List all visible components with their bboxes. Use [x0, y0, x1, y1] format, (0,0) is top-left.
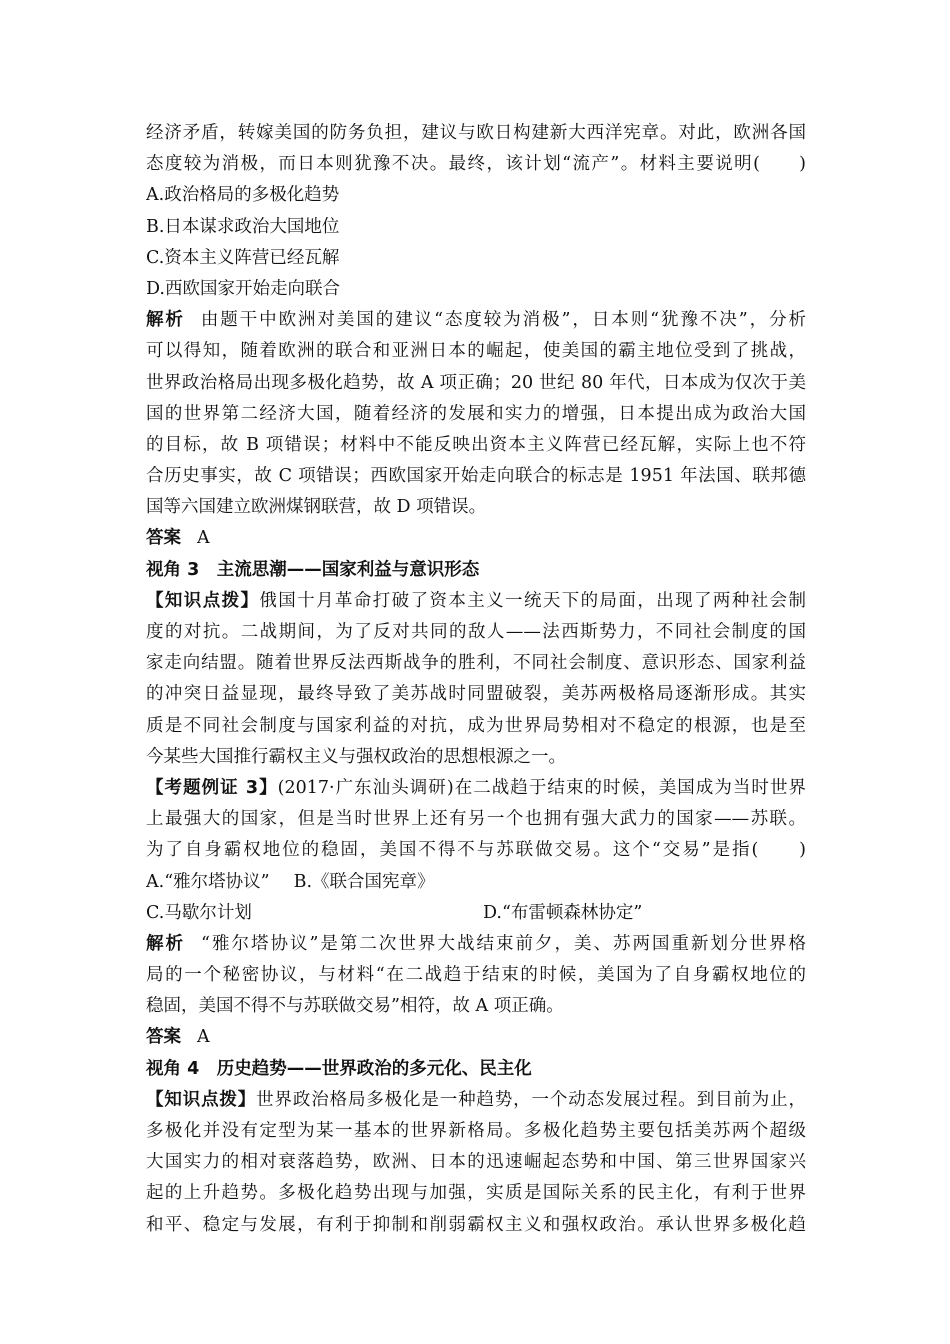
answer-value: A — [197, 1027, 210, 1048]
analysis-line: 的目标，故 B 项错误；材料中不能反映出资本主义阵营已经瓦解，实际上也不符 — [146, 434, 806, 455]
analysis-text: “雅尔塔协议”是第二次世界大战结束前夕，美、苏两国重新划分世界格 — [201, 933, 806, 954]
analysis-line: 可以得知，随着欧洲的联合和亚洲日本的崛起，使美国的霸主地位受到了挑战， — [146, 341, 806, 362]
knowledge-label: 【知识点拨】 — [146, 1089, 257, 1110]
example-line — [146, 773, 806, 804]
answer-label: 答案 — [146, 1027, 181, 1048]
knowledge-line: 和平、稳定与发展，有利于抑制和削弱霸权主义和强权政治。承认世界多极化趋 — [146, 1214, 806, 1235]
knowledge-line: 大国实力的相对衰落趋势，欧洲、日本的迅速崛起态势和中国、第三世界国家兴 — [146, 1152, 806, 1173]
question-stem-line: 经济矛盾，转嫁美国的防务负担，建议与欧日构建新大西洋宪章。对此，欧洲各国 — [146, 123, 806, 143]
option-c: C.马歇尔计划 — [146, 902, 252, 923]
option-a: A.政治格局的多极化趋势 — [146, 185, 340, 206]
option-b: B.《联合国宪章》 — [293, 871, 435, 892]
analysis-label: 解析 — [146, 310, 185, 331]
example-text: (2017·广东汕头调研)在二战趋于结束的时候，美国成为当时世界 — [277, 777, 806, 798]
analysis-line: 稳固，美国不得不与苏联做交易”相符，故 A 项正确。 — [146, 996, 564, 1017]
knowledge-line — [146, 586, 806, 617]
knowledge-line: 起的上升趋势。多极化趋势出现与加强，实质是国际关系的民主化，有利于世界 — [146, 1183, 806, 1204]
option-d: D.“布雷顿森林协定” — [483, 902, 643, 923]
analysis-label: 解析 — [146, 933, 186, 954]
knowledge-line: 多极化并没有定型为某一基本的世界新格局。多极化趋势主要包括美苏两个超级 — [146, 1121, 806, 1141]
knowledge-line: 质是不同社会制度与国家利益的对抗，成为世界局势相对不稳定的根源，也是至 — [146, 715, 806, 736]
analysis-line: 局的一个秘密协议，与材料“在二战趋于结束的时候，美国为了自身霸权地位的 — [146, 965, 806, 986]
option-d: D.西欧国家开始走向联合 — [146, 278, 340, 299]
options-row — [146, 867, 806, 898]
document-page — [146, 118, 806, 1241]
knowledge-line: 家走向结盟。随着世界反法西斯战争的胜利，不同社会制度、意识形态、国家利益 — [146, 653, 806, 674]
knowledge-text: 世界政治格局多极化是一种趋势，一个动态发展过程。到目前为止， — [256, 1089, 806, 1110]
analysis-text: 由题干中欧洲对美国的建议“态度较为消极”，日本则“犹豫不决”，分析 — [200, 310, 806, 331]
knowledge-line — [146, 1085, 806, 1116]
knowledge-label: 【知识点拨】 — [146, 590, 260, 611]
section-heading: 视角 3 主流思潮——国家利益与意识形态 — [146, 559, 480, 580]
knowledge-line: 度的对抗。二战期间，为了反对共同的敌人——法西斯势力，不同社会制度的国 — [146, 622, 806, 642]
example-line: 为了自身霸权地位的稳固，美国不得不与苏联做交易。这个“交易”是指( ) — [146, 840, 806, 861]
options-row — [146, 898, 806, 929]
section-heading: 视角 4 历史趋势——世界政治的多元化、民主化 — [146, 1058, 532, 1079]
analysis-line: 合历史事实，故 C 项错误；西欧国家开始走向联合的标志是 1951 年法国、联邦德 — [146, 466, 806, 487]
knowledge-text: 俄国十月革命打破了资本主义一统天下的局面，出现了两种社会制 — [259, 590, 806, 611]
question-stem-line: 态度较为消极，而日本则犹豫不决。最终，该计划“流产”。材料主要说明( ) — [146, 154, 806, 175]
example-line: 上最强大的国家，但是当时世界上还有另一个也拥有强大武力的国家——苏联。 — [146, 809, 806, 830]
option-a: A.“雅尔塔协议” — [146, 871, 270, 892]
example-label: 【考题例证 3】 — [146, 777, 278, 798]
analysis-line — [146, 929, 806, 960]
option-b: B.日本谋求政治大国地位 — [146, 216, 340, 237]
analysis-line: 世界政治格局出现多极化趋势，故 A 项正确；20 世纪 80 年代，日本成为仅次于美 — [146, 372, 806, 393]
answer-line — [146, 523, 806, 554]
analysis-line: 国等六国建立欧洲煤钢联营，故 D 项错误。 — [146, 497, 487, 518]
answer-line — [146, 1022, 806, 1053]
knowledge-line: 的冲突日益显现，最终导致了美苏战时同盟破裂，美苏两极格局逐渐形成。其实 — [146, 684, 806, 705]
analysis-line — [146, 305, 806, 336]
answer-value: A — [197, 528, 210, 549]
answer-label: 答案 — [146, 528, 181, 549]
analysis-line: 国的世界第二经济大国，随着经济的发展和实力的增强，日本提出成为政治大国 — [146, 403, 806, 424]
option-c: C.资本主义阵营已经瓦解 — [146, 247, 340, 268]
knowledge-line: 今某些大国推行霸权主义与强权政治的思想根源之一。 — [146, 746, 566, 767]
